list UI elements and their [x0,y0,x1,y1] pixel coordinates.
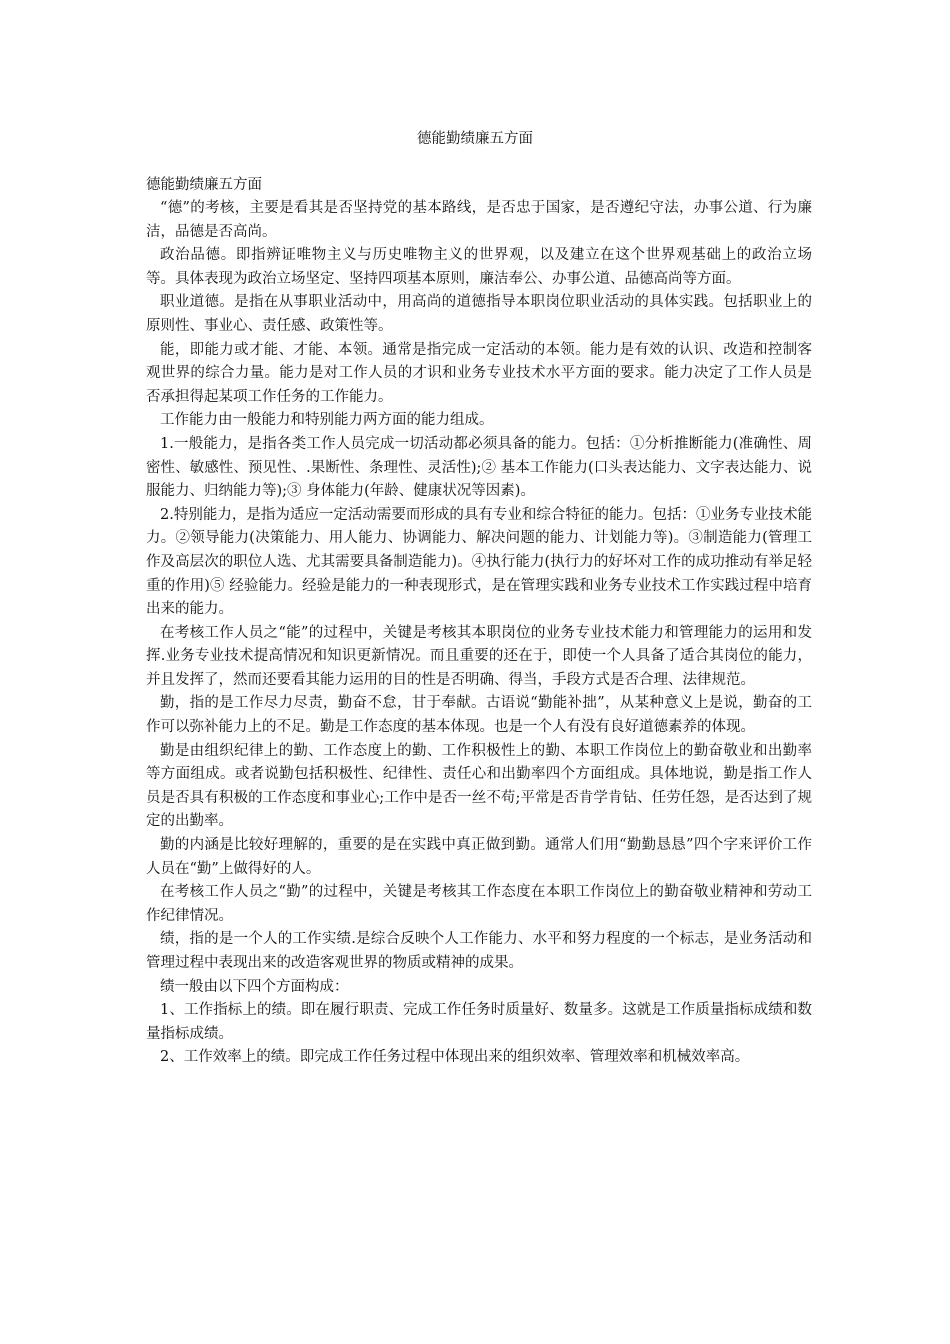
section-heading: 德能勤绩廉五方面 [146,177,262,193]
paragraph-work-efficiency: 2、工作效率上的绩。即完成工作任务过程中体现出来的组织效率、管理效率和机械效率高。 [160,1049,750,1066]
paragraph-work-indicators: 1、工作指标上的绩。即在履行职责、完成工作任务时质量好、数量多。这就是工作质量指标成绩和数量指标成绩。 [146,1002,812,1042]
paragraph-ability-assessment: 在考核工作人员之“能”的过程中，关键是考核其本职岗位的业务专业技术能力和管理能力的运用和发挥.业务专业技术提高情况和知识更新情况。而且重要的还在于，即使一个人具备了适合其岗位的能力，并且发挥了，然而还要看其能力运用的目的性是否明确、得当，手段方式是否合理、法律规范。 [146,624,812,688]
paragraph-professional-ethics: 职业道德。是指在从事职业活动中，用高尚的道德指导本职岗位职业活动的具体实践。包括职业上的原则性、事业心、责任感、政策性等。 [146,294,812,334]
paragraph-diligence-meaning: 勤的内涵是比较好理解的，重要的是在实践中真正做到勤。通常人们用“勤勤恳恳”四个字来评价工作人员在“勤”上做得好的人。 [146,837,812,877]
paragraph-diligence-assessment: 在考核工作人员之“勤”的过程中，关键是考核其工作态度在本职工作岗位上的勤奋敬业精神和劳动工作纪律情况。 [146,884,812,924]
paragraph-diligence: 勤，指的是工作尽力尽责，勤奋不怠，甘于奉献。古语说“勤能补拙”，从某种意义上是说，勤奋的工作可以弥补能力上的不足。勤是工作态度的基本体现。也是一个人有没有良好道德素养的体现。 [146,695,812,736]
paragraph-performance-composition: 绩一般由以下四个方面构成： [160,978,349,995]
paragraph-de-assessment: “德”的考核，主要是看其是否坚持党的基本路线，是否忠于国家，是否遵纪守法，办事公道、行为廉洁，品德是否高尚。 [146,200,812,240]
paragraph-ability-composition: 工作能力由一般能力和特别能力两方面的能力组成。 [160,412,494,429]
paragraph-performance: 绩，指的是一个人的工作实绩.是综合反映个人工作能力、水平和努力程度的一个标志，是业务活动和管理过程中表现出来的改造客观世界的物质或精神的成果。 [146,931,812,971]
paragraph-political-morality: 政治品德。即指辨证唯物主义与历史唯物主义的世界观，以及建立在这个世界观基础上的政治立场等。具体表现为政治立场坚定、坚持四项基本原则，廉洁奉公、办事公道、品德高尚等方面。 [146,247,812,287]
paragraph-ability: 能，即能力或才能、才能、本领。通常是指完成一定活动的本领。能力是有效的认识、改造和控制客观世界的综合力量。能力是对工作人员的才识和业务专业技术水平方面的要求。能力决定了工作人员是否承担得起某项工作任务的工作能力。 [146,341,812,405]
paragraph-diligence-composition: 勤是由组织纪律上的勤、工作态度上的勤、工作积极性上的勤、本职工作岗位上的勤奋敬业和出勤率等方面组成。或者说勤包括积极性、纪律性、责任心和出勤率四个方面组成。具体地说，勤是指工作人员是否具有积极的工作态度和事业心;工作中是否一丝不苟;平常是否肯学肯钻、任劳任怨，是否达到了规定的出勤率。 [146,742,812,830]
document-body [146,174,812,1070]
paragraph-general-ability: 1.一般能力，是指各类工作人员完成一切活动都必须具备的能力。包括：①分析推断能力(准确性、周密性、敏感性、预见性、.果断性、条理性、灵活性);② 基本工作能力(口头表达能力、文字表达能力、说服能力、归纳能力等);③ 身体能力(年龄、健康状况等因素)。 [146,435,812,500]
paragraph-special-ability: 2.特别能力，是指为适应一定活动需要而形成的具有专业和综合特征的能力。包括：①业务专业技术能力。②领导能力(决策能力、用人能力、协调能力、解决问题的能力、计划能力等)。③制造能力(管理工作及高层次的职位人选、尤其需要具备制造能力)。④执行能力(执行力的好坏对工作的成功推动有举足轻重的作用)⑤ 经验能力。经验是能力的一种表现形式，是在管理实践和业务专业技术工作实践过程中培育出来的能力。 [146,506,812,618]
document-title: 德能勤绩廉五方面 [417,131,533,147]
